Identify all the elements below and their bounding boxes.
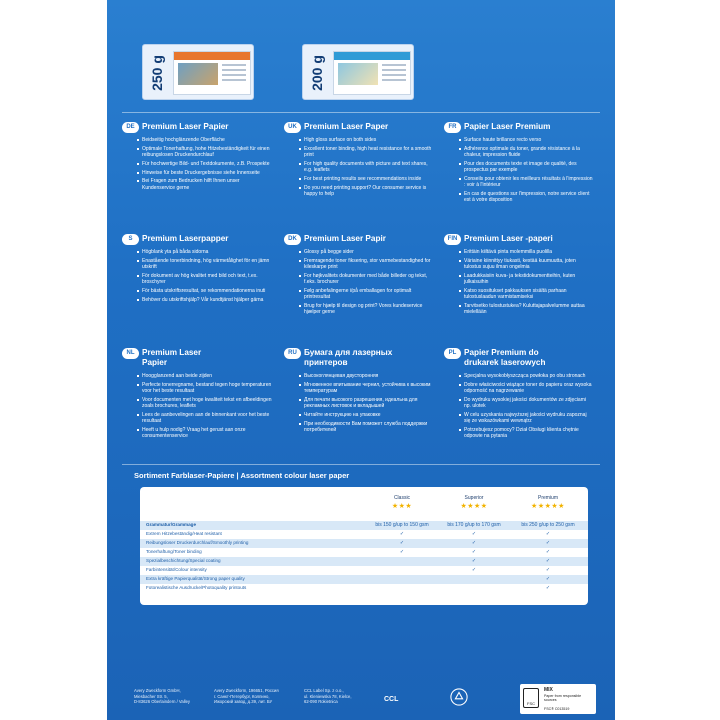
feature-item: Высокоглянцевая двусторонняя [304,373,434,379]
star-rating: ★★★★ [460,503,488,510]
lang-title: Papier Premium do drukarek laserowych [464,348,546,367]
star-rating: ★★★ [391,503,413,510]
feature-item: Erittäin kiiltävä pinta molemmilla puolilla [464,249,594,255]
feature-item: For best printing results see recommendations inside [304,176,434,182]
paper-preview-image [333,51,411,95]
column-header-superior: Superior ★★★★ [436,495,512,510]
feature-item: Für hochwertige Bild- und Textdokumente, z.B. Prospekte [142,161,272,167]
feature-item: Tarvitsetko tulostustukea? Kuluttajapalvelumme auttaa mielellään [464,303,594,315]
recycle-icon [450,688,468,706]
feature-item: Specjalna wysokobłyszcząca powłoka po obu stronach [464,373,594,379]
feature-item: Do you need printing support? Our consumer service is happy to help [304,185,434,197]
lang-block-uk [284,122,434,200]
assortment-title: Sortiment Farblaser-Papiere | Assortment colour laser paper [134,471,350,480]
feature-item: Laadukkaisiin kuva- ja tekstidokumentteihin, kuten julkaisuihin [464,273,594,285]
feature-item: For high quality documents with picture and text shares, e.g. leaflets [304,161,434,173]
fsc-logo-icon: FSC [523,688,539,708]
lang-block-pl [444,348,594,442]
table-row: Spezialbeschichtung/Special coating ✓ ✓ [140,557,588,566]
product-thumbnail-250 [142,44,254,100]
feature-item: Bei Fragen zum Bedrucken hilft Ihnen unser Kundenservice gerne [142,178,272,190]
feature-item: Väriaine kiinnittyy tiukasti, kestää kuumuutta, joten tulostus sujuu ilman ongelmia [464,258,594,270]
address-ru: Avery Zweckform, 196651, Россия г. Санкт-Петербург, Колпино, Ижорский завод, д.39, лит. БУ [214,688,279,705]
ccl-logo: CCL [384,696,399,703]
lang-title: Premium Laserpapper [142,234,229,243]
feature-item: För dokument av hög kvalitet med bild och text, t.ex. broschyrer [142,273,272,285]
feature-item: Dobre właściwości wiążące toner do papieru oraz wysoka odporność na nagrzewanie [464,382,594,394]
lang-title: Premium Laser Papier [142,348,202,367]
language-badge: FIN [444,234,461,245]
feature-item: Для печати высокого разрешения, идеальна для рекламных листовок и вкладышей [304,397,434,409]
feature-item: Potrzebujesz pomocy? Dział Obsługi klienta chętnie odpowie na pytania [464,427,594,439]
table-row: Grammatur/Grammage bis 150 g/up to 150 gsm bis 170 g/up to 170 gsm bis 250 g/up to 250 gsm [140,521,588,530]
feature-item: Surface haute brillance recto verso [464,137,594,143]
lang-block-s [122,234,272,305]
language-badge: PL [444,348,461,359]
lang-title: Бумага для лазерных принтеров [304,348,393,367]
weight-label: 200 g [309,55,325,91]
feature-item: Pour des documents texte et image de qualité, des prospectus par exemple [464,161,594,173]
assortment-table [140,487,588,605]
product-thumbnail-200 [302,44,414,100]
feature-item: Heeft u hulp nodig? Vraag het gerust aan onze consumentenservice [142,427,272,439]
language-badge: S [122,234,139,245]
lang-block-fr [444,122,594,206]
divider [122,464,600,465]
column-header-classic: Classic ★★★ [364,495,440,510]
lang-title: Premium Laser Papier [142,122,229,131]
feature-item: Conseils pour obtenir les meilleurs résultats à l'impression : voir à l'intérieur [464,175,593,188]
table-row: Farbintensität/Colour intensity ✓ ✓ [146,567,551,573]
table-row: Tonerhaftung/Toner binding ✓ ✓ ✓ [146,549,551,555]
address-pl: CCL Label Sp. z o.o., ul. Kleniewska 78, Kielce, 62-090 Rokietnica [304,688,352,705]
feature-item: Perfecte tonerregname, bestand tegen hoge temperaturen voor het beste resultaat [142,381,272,394]
lang-block-nl [122,348,272,442]
feature-item: При необходимости Вам поможет служба поддержки потребителей [304,421,434,433]
lang-title: Papier Laser Premium [464,122,551,131]
feature-item: Brug for hjælp til design og print? Vores kundeservice hjælper gerne [304,303,434,315]
address-de: Avery Zweckform GmbH, Miesbacher Str. 5, D-83626 Oberlaindern / Valley [134,688,191,705]
feature-item: Мгновенное впитывание чернил, устойчива к высоким температурам [304,382,434,394]
feature-item: Hinweise für beste Druckergebnisse siehe Innenseite [142,170,272,176]
feature-item: Beidseitig hochglänzende Oberfläche [142,137,272,143]
lang-block-fin [444,234,594,318]
fsc-certification-label: FSC MIX Paper from responsible sources FSC® C013519 [520,684,596,714]
feature-item: Lees de aanbevelingen aan de binnenkant voor het beste resultaat [142,412,272,424]
feature-item: Optimale Tonerhaftung, hohe Hitzebeständigkeit für einen reibungslosen Druckendurchlauf [142,146,272,158]
feature-item: Excellent toner binding, high heat resistance for a smooth print [304,146,434,158]
language-badge: UK [284,122,301,133]
language-badge: NL [122,348,139,359]
feature-item: High gloss surface on both sides [304,137,434,143]
feature-item: Voor documenten met hoge kwaliteit tekst en afbeeldingen zoals brochures, leaflets [142,396,272,409]
feature-item: Högblank yta på båda sidorna [142,249,272,255]
paper-preview-image [173,51,251,95]
language-badge: DE [122,122,139,133]
feature-item: Følg anbefalingerne i/på emballagen for optimalt printresultat [304,288,434,300]
feature-item: Glossy på begge sider [304,249,434,255]
table-row: Fotorealistische Ausdrucke/Photoquality printouts ✓ [146,585,551,591]
table-row: Extra kräftige Papierqualität/Strong paper quality ✓ [140,575,588,584]
weight-label: 250 g [149,55,165,91]
lang-title: Premium Laser Papir [304,234,386,243]
lang-block-dk [284,234,434,318]
feature-item: En cas de questions sur l'impression, notre service client est à votre disposition [464,191,594,203]
feature-item: Hoogglanzend aan beide zijden [142,373,272,379]
table-row: Reibungsloser Druckerdurchlauf/Smoothly printing ✓ ✓ ✓ [140,539,588,548]
feature-item: For højkvalitets dokumenter med både billeder og tekst, f.eks. brochurer [304,273,434,285]
divider [122,112,600,113]
lang-title: Premium Laser -paperi [464,234,553,243]
lang-block-ru [284,348,434,436]
table-row: Extrem Hitzebeständig/Heat resistant ✓ ✓ ✓ [146,531,551,537]
feature-item: Fremragende toner fiksering, stor varmebestandighed for kileskarpe print [304,258,434,270]
lang-block-de [122,122,272,193]
language-badge: RU [284,348,301,359]
star-rating: ★★★★★ [531,503,565,510]
language-badge: DK [284,234,301,245]
feature-item: Читайте инструкцию на упаковке [304,412,434,418]
language-badge: FR [444,122,461,133]
feature-item: Enastående tonerbindning, hög värmetålighet för en jämn utskrift [142,258,272,270]
feature-item: Behöver du utskriftshjälp? Vår kundtjänst hjälper gärna [142,297,272,303]
column-header-premium: Premium ★★★★★ [510,495,586,510]
lang-title: Premium Laser Paper [304,122,389,131]
feature-item: För bästa utskriftsresultat, se rekommendationerna inuti [142,288,272,294]
feature-item: Adhérence optimale du toner, grande résistance à la chaleur, impression fluide [464,146,594,158]
feature-item: Katso suositukset pakkauksen sisältä parhaan tulostuslaadun varmistamiseksi [464,288,594,300]
feature-item: W celu uzyskania najwyższej jakości wydruku zapoznaj się ze wskazówkami wewnątrz [464,412,594,424]
feature-item: Do wydruku wysokiej jakości dokumentów ze zdjęciami np. ulotek [464,397,594,409]
